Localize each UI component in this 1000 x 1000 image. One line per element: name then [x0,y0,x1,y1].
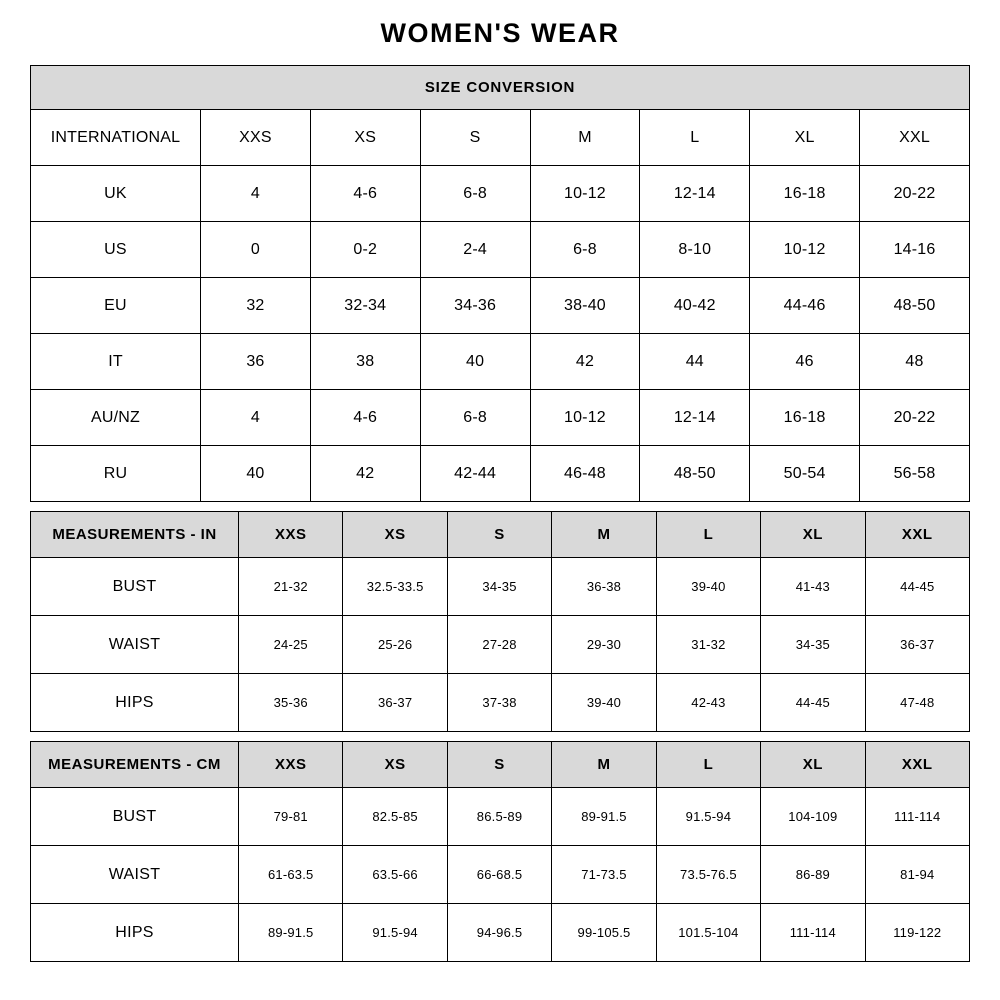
size-header-xl: XL [761,512,865,558]
size-conversion-row-us [31,222,970,278]
value-cell: 94-96.5 [447,904,551,962]
value-cell: 42 [530,334,640,390]
value-cell: 37-38 [447,674,551,732]
value-cell: 29-30 [552,616,656,674]
value-cell: 86-89 [761,846,865,904]
value-cell: 6-8 [530,222,640,278]
value-cell: 21-32 [239,558,343,616]
value-cell: 101.5-104 [656,904,760,962]
page-title: WOMEN'S WEAR [380,18,620,48]
measurements-cm-row-hips [31,904,970,962]
value-cell: 27-28 [447,616,551,674]
size-conversion-table [30,65,970,502]
measurements-in-body [31,558,970,732]
value-cell: XXS [201,110,311,166]
value-cell: 12-14 [640,166,750,222]
value-cell: 86.5-89 [447,788,551,846]
size-conversion-row-uk [31,166,970,222]
value-cell: 16-18 [750,390,860,446]
size-header-xs: XS [343,512,447,558]
size-header-s: S [447,512,551,558]
value-cell: 12-14 [640,390,750,446]
value-cell: XXL [860,110,970,166]
size-conversion-row-international [31,110,970,166]
value-cell: 4-6 [310,390,420,446]
value-cell: 61-63.5 [239,846,343,904]
row-label: HIPS [31,904,239,962]
value-cell: 36-38 [552,558,656,616]
value-cell: 4-6 [310,166,420,222]
value-cell: 89-91.5 [552,788,656,846]
value-cell: 48-50 [640,446,750,502]
value-cell: 111-114 [761,904,865,962]
value-cell: 0-2 [310,222,420,278]
value-cell: 34-35 [447,558,551,616]
value-cell: 16-18 [750,166,860,222]
value-cell: 39-40 [552,674,656,732]
value-cell: 50-54 [750,446,860,502]
size-header-xs: XS [343,742,447,788]
size-header-xxl: XXL [865,512,969,558]
value-cell: 10-12 [530,390,640,446]
value-cell: 10-12 [530,166,640,222]
value-cell: XL [750,110,860,166]
row-label: EU [31,278,201,334]
value-cell: 32-34 [310,278,420,334]
measurements-cm-body [31,788,970,962]
value-cell: 39-40 [656,558,760,616]
value-cell: 34-35 [761,616,865,674]
value-cell: 25-26 [343,616,447,674]
value-cell: 89-91.5 [239,904,343,962]
row-label: RU [31,446,201,502]
row-label: US [31,222,201,278]
value-cell: 42 [310,446,420,502]
size-conversion-row-ru [31,446,970,502]
size-header-l: L [656,512,760,558]
value-cell: 79-81 [239,788,343,846]
size-conversion-row-eu [31,278,970,334]
row-label: WAIST [31,846,239,904]
value-cell: 44-46 [750,278,860,334]
size-header-xxs: XXS [239,742,343,788]
measurements-in-table [30,511,970,732]
row-label: INTERNATIONAL [31,110,201,166]
measurements-in-header-row [31,512,970,558]
size-conversion-row-au-nz [31,390,970,446]
row-label: UK [31,166,201,222]
size-header-m: M [552,512,656,558]
value-cell: XS [310,110,420,166]
value-cell: 82.5-85 [343,788,447,846]
size-header-l: L [656,742,760,788]
value-cell: 2-4 [420,222,530,278]
value-cell: 4 [201,390,311,446]
measurements-in-row-bust [31,558,970,616]
measurements-cm-row-waist [31,846,970,904]
value-cell: 81-94 [865,846,969,904]
measurements-cm-table [30,741,970,962]
measurements-cm-title: MEASUREMENTS - CM [31,742,239,788]
value-cell: 6-8 [420,166,530,222]
row-label: BUST [31,788,239,846]
value-cell: 8-10 [640,222,750,278]
value-cell: M [530,110,640,166]
value-cell: 32 [201,278,311,334]
size-header-s: S [447,742,551,788]
value-cell: 34-36 [420,278,530,334]
value-cell: 38-40 [530,278,640,334]
value-cell: 41-43 [761,558,865,616]
value-cell: L [640,110,750,166]
row-label: AU/NZ [31,390,201,446]
value-cell: 44-45 [865,558,969,616]
value-cell: 42-44 [420,446,530,502]
value-cell: 99-105.5 [552,904,656,962]
value-cell: 6-8 [420,390,530,446]
value-cell: 48-50 [860,278,970,334]
value-cell: 36 [201,334,311,390]
value-cell: 31-32 [656,616,760,674]
size-header-xxs: XXS [239,512,343,558]
value-cell: 40 [201,446,311,502]
value-cell: 119-122 [865,904,969,962]
size-conversion-title-row [31,66,970,110]
value-cell: S [420,110,530,166]
value-cell: 42-43 [656,674,760,732]
row-label: WAIST [31,616,239,674]
value-cell: 44 [640,334,750,390]
value-cell: 66-68.5 [447,846,551,904]
value-cell: 32.5-33.5 [343,558,447,616]
value-cell: 36-37 [865,616,969,674]
value-cell: 91.5-94 [656,788,760,846]
value-cell: 46 [750,334,860,390]
size-conversion-body [31,110,970,502]
value-cell: 36-37 [343,674,447,732]
value-cell: 44-45 [761,674,865,732]
row-label: HIPS [31,674,239,732]
value-cell: 0 [201,222,311,278]
value-cell: 38 [310,334,420,390]
value-cell: 35-36 [239,674,343,732]
value-cell: 111-114 [865,788,969,846]
size-header-xl: XL [761,742,865,788]
value-cell: 46-48 [530,446,640,502]
measurements-cm-row-bust [31,788,970,846]
row-label: IT [31,334,201,390]
size-conversion-row-it [31,334,970,390]
size-conversion-title: SIZE CONVERSION [31,66,970,110]
value-cell: 20-22 [860,166,970,222]
value-cell: 40-42 [640,278,750,334]
value-cell: 10-12 [750,222,860,278]
row-label: BUST [31,558,239,616]
measurements-cm-header-row [31,742,970,788]
value-cell: 71-73.5 [552,846,656,904]
value-cell: 56-58 [860,446,970,502]
measurements-in-row-hips [31,674,970,732]
measurements-in-title: MEASUREMENTS - IN [31,512,239,558]
value-cell: 47-48 [865,674,969,732]
value-cell: 104-109 [761,788,865,846]
size-header-m: M [552,742,656,788]
value-cell: 20-22 [860,390,970,446]
value-cell: 4 [201,166,311,222]
measurements-in-row-waist [31,616,970,674]
value-cell: 14-16 [860,222,970,278]
value-cell: 48 [860,334,970,390]
value-cell: 73.5-76.5 [656,846,760,904]
value-cell: 24-25 [239,616,343,674]
size-header-xxl: XXL [865,742,969,788]
value-cell: 91.5-94 [343,904,447,962]
value-cell: 63.5-66 [343,846,447,904]
value-cell: 40 [420,334,530,390]
